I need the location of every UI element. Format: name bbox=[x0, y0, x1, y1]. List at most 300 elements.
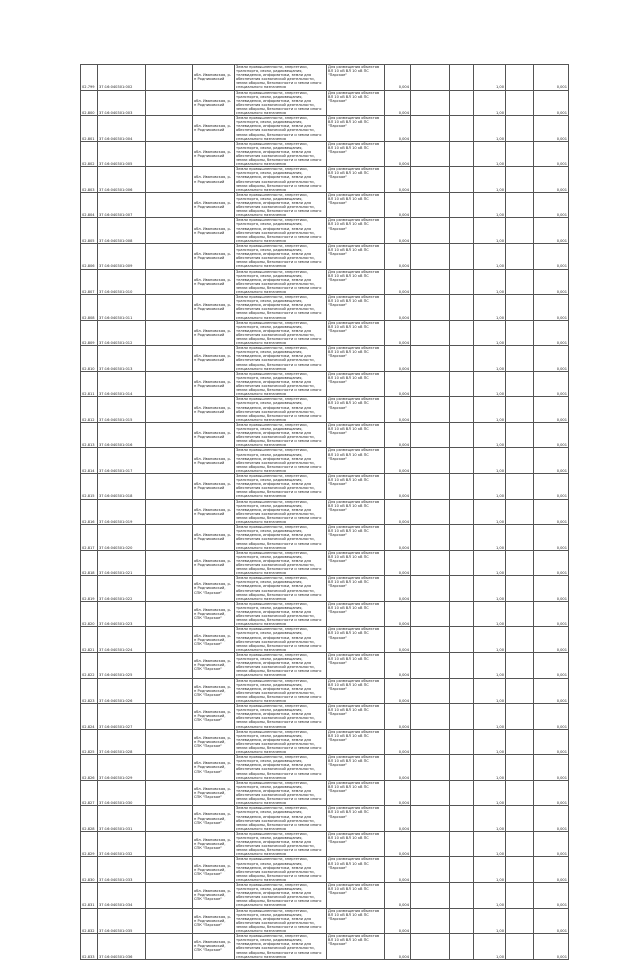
encumbrance-area-cell: 0,001 bbox=[534, 525, 569, 551]
land-category-cell: Земли промышленности, энергетики, транспорта, связи, радиовещания, телевидения, информатики, земли для обеспечения космической деятельности, земли обороны, безопасности и земли иного специального назначения bbox=[235, 448, 327, 474]
row-number: 02.826 bbox=[81, 755, 98, 781]
empty-cell bbox=[411, 934, 450, 960]
land-category-cell: Земли промышленности, энергетики, транспорта, связи, радиовещания, телевидения, информатики, земли для обеспечения космической деятельности, земли обороны, безопасности и земли иного специального назначения bbox=[235, 678, 327, 704]
encumbrance-area-cell: 0,001 bbox=[534, 320, 569, 346]
land-category-cell: Земли промышленности, энергетики, транспорта, связи, радиовещания, телевидения, информатики, земли для обеспечения космической деятельности, земли обороны, безопасности и земли иного специального назначения bbox=[235, 780, 327, 806]
area-cell: 0,004 bbox=[385, 601, 411, 627]
empty-cell bbox=[411, 167, 450, 193]
empty-cell bbox=[411, 857, 450, 883]
length-cell: 1,00 bbox=[474, 422, 506, 448]
encumbrance-area-cell: 0,001 bbox=[534, 243, 569, 269]
empty-cell bbox=[506, 627, 534, 653]
empty-cell bbox=[411, 116, 450, 142]
table-row bbox=[81, 550, 569, 576]
address-cell: обл. Ивановская, р-н Родниковский bbox=[193, 192, 235, 218]
table-row bbox=[81, 831, 569, 857]
empty-cell bbox=[450, 422, 474, 448]
empty-cell bbox=[450, 269, 474, 295]
empty-cell bbox=[146, 627, 193, 653]
address-cell: обл. Ивановская, р-н Родниковский, СПК "Парское" bbox=[193, 704, 235, 730]
address-cell: обл. Ивановская, р-н Родниковский bbox=[193, 269, 235, 295]
cadastral-number: 37:16:040301:013 bbox=[98, 346, 146, 372]
empty-cell bbox=[450, 627, 474, 653]
empty-cell bbox=[506, 525, 534, 551]
empty-cell bbox=[506, 831, 534, 857]
area-cell: 0,004 bbox=[385, 448, 411, 474]
address-cell: обл. Ивановская, р-н Родниковский bbox=[193, 116, 235, 142]
cadastral-number: 37:16:040301:012 bbox=[98, 320, 146, 346]
empty-cell bbox=[146, 755, 193, 781]
empty-cell bbox=[146, 422, 193, 448]
row-number: 02.822 bbox=[81, 652, 98, 678]
address-cell: обл. Ивановская, р-н Родниковский, СПК "Парское" bbox=[193, 883, 235, 909]
length-cell: 1,00 bbox=[474, 652, 506, 678]
empty-cell bbox=[450, 346, 474, 372]
permitted-use-cell: Для размещения объектов ВЛ 10 кВ ВЛ 10 кВ ПС "Парское" bbox=[327, 601, 385, 627]
empty-cell bbox=[411, 806, 450, 832]
empty-cell bbox=[506, 934, 534, 960]
address-cell: обл. Ивановская, р-н Родниковский bbox=[193, 474, 235, 500]
encumbrance-area-cell: 0,001 bbox=[534, 397, 569, 423]
encumbrance-area-cell: 0,001 bbox=[534, 499, 569, 525]
permitted-use-cell: Для размещения объектов ВЛ 10 кВ ВЛ 10 кВ ПС "Парское" bbox=[327, 448, 385, 474]
table-row bbox=[81, 934, 569, 960]
length-cell: 1,00 bbox=[474, 269, 506, 295]
row-number: 02.802 bbox=[81, 141, 98, 167]
empty-cell bbox=[146, 780, 193, 806]
empty-cell bbox=[506, 218, 534, 244]
address-cell: обл. Ивановская, р-н Родниковский bbox=[193, 371, 235, 397]
table-row bbox=[81, 474, 569, 500]
row-number: 02.828 bbox=[81, 806, 98, 832]
row-number: 02.829 bbox=[81, 831, 98, 857]
empty-cell bbox=[450, 806, 474, 832]
table-row bbox=[81, 755, 569, 781]
encumbrance-area-cell: 0,001 bbox=[534, 908, 569, 934]
length-cell: 1,00 bbox=[474, 525, 506, 551]
address-cell: обл. Ивановская, р-н Родниковский bbox=[193, 167, 235, 193]
empty-cell bbox=[506, 857, 534, 883]
permitted-use-cell: Для размещения объектов ВЛ 10 кВ ВЛ 10 кВ ПС "Парское" bbox=[327, 934, 385, 960]
empty-cell bbox=[450, 320, 474, 346]
permitted-use-cell: Для размещения объектов ВЛ 10 кВ ВЛ 10 кВ ПС "Парское" bbox=[327, 678, 385, 704]
length-cell: 1,00 bbox=[474, 601, 506, 627]
cadastral-number: 37:16:040301:008 bbox=[98, 218, 146, 244]
empty-cell bbox=[411, 755, 450, 781]
empty-cell bbox=[411, 422, 450, 448]
cadastral-number: 37:16:040301:009 bbox=[98, 243, 146, 269]
area-cell: 0,004 bbox=[385, 167, 411, 193]
land-category-cell: Земли промышленности, энергетики, транспорта, связи, радиовещания, телевидения, информатики, земли для обеспечения космической деятельности, земли обороны, безопасности и земли иного специального назначения bbox=[235, 346, 327, 372]
table-row bbox=[81, 525, 569, 551]
land-category-cell: Земли промышленности, энергетики, транспорта, связи, радиовещания, телевидения, информатики, земли для обеспечения космической деятельности, земли обороны, безопасности и земли иного специального назначения bbox=[235, 243, 327, 269]
cadastral-number: 37:16:040301:023 bbox=[98, 601, 146, 627]
empty-cell bbox=[506, 65, 534, 91]
row-number: 02.816 bbox=[81, 499, 98, 525]
empty-cell bbox=[506, 167, 534, 193]
address-cell: обл. Ивановская, р-н Родниковский bbox=[193, 141, 235, 167]
empty-cell bbox=[450, 576, 474, 602]
cadastral-number: 37:16:040301:031 bbox=[98, 806, 146, 832]
land-category-cell: Земли промышленности, энергетики, транспорта, связи, радиовещания, телевидения, информатики, земли для обеспечения космической деятельности, земли обороны, безопасности и земли иного специального назначения bbox=[235, 320, 327, 346]
empty-cell bbox=[450, 499, 474, 525]
row-number: 02.820 bbox=[81, 601, 98, 627]
empty-cell bbox=[146, 320, 193, 346]
empty-cell bbox=[146, 346, 193, 372]
row-number: 02.801 bbox=[81, 116, 98, 142]
row-number: 02.804 bbox=[81, 192, 98, 218]
empty-cell bbox=[506, 550, 534, 576]
empty-cell bbox=[146, 550, 193, 576]
area-cell: 0,004 bbox=[385, 550, 411, 576]
empty-cell bbox=[506, 397, 534, 423]
empty-cell bbox=[146, 65, 193, 91]
empty-cell bbox=[411, 243, 450, 269]
permitted-use-cell: Для размещения объектов ВЛ 10 кВ ВЛ 10 кВ ПС "Парское" bbox=[327, 806, 385, 832]
address-cell: обл. Ивановская, р-н Родниковский, СПК "Парское" bbox=[193, 729, 235, 755]
permitted-use-cell: Для размещения объектов ВЛ 10 кВ ВЛ 10 кВ ПС "Парское" bbox=[327, 627, 385, 653]
empty-cell bbox=[506, 141, 534, 167]
table-row bbox=[81, 116, 569, 142]
permitted-use-cell: Для размещения объектов ВЛ 10 кВ ВЛ 10 кВ ПС "Парское" bbox=[327, 857, 385, 883]
table-row bbox=[81, 729, 569, 755]
table-row bbox=[81, 269, 569, 295]
empty-cell bbox=[506, 652, 534, 678]
length-cell: 1,00 bbox=[474, 474, 506, 500]
cadastral-number: 37:16:040301:018 bbox=[98, 474, 146, 500]
address-cell: обл. Ивановская, р-н Родниковский bbox=[193, 397, 235, 423]
length-cell: 1,00 bbox=[474, 192, 506, 218]
table-row bbox=[81, 141, 569, 167]
area-cell: 0,004 bbox=[385, 65, 411, 91]
encumbrance-area-cell: 0,001 bbox=[534, 831, 569, 857]
empty-cell bbox=[450, 908, 474, 934]
empty-cell bbox=[506, 601, 534, 627]
encumbrance-area-cell: 0,001 bbox=[534, 346, 569, 372]
empty-cell bbox=[146, 934, 193, 960]
length-cell: 1,00 bbox=[474, 806, 506, 832]
area-cell: 0,004 bbox=[385, 116, 411, 142]
cadastral-number: 37:16:040301:007 bbox=[98, 192, 146, 218]
empty-cell bbox=[506, 320, 534, 346]
length-cell: 1,00 bbox=[474, 65, 506, 91]
empty-cell bbox=[146, 448, 193, 474]
address-cell: обл. Ивановская, р-н Родниковский bbox=[193, 499, 235, 525]
address-cell: обл. Ивановская, р-н Родниковский bbox=[193, 320, 235, 346]
empty-cell bbox=[506, 704, 534, 730]
encumbrance-area-cell: 0,001 bbox=[534, 601, 569, 627]
cadastral-number: 37:16:040301:029 bbox=[98, 755, 146, 781]
land-category-cell: Земли промышленности, энергетики, транспорта, связи, радиовещания, телевидения, информатики, земли для обеспечения космической деятельности, земли обороны, безопасности и земли иного специального назначения bbox=[235, 755, 327, 781]
permitted-use-cell: Для размещения объектов ВЛ 10 кВ ВЛ 10 кВ ПС "Парское" bbox=[327, 704, 385, 730]
cadastral-number: 37:16:040301:033 bbox=[98, 857, 146, 883]
empty-cell bbox=[146, 576, 193, 602]
cadastral-number: 37:16:040301:032 bbox=[98, 831, 146, 857]
empty-cell bbox=[506, 346, 534, 372]
empty-cell bbox=[146, 908, 193, 934]
encumbrance-area-cell: 0,001 bbox=[534, 371, 569, 397]
empty-cell bbox=[146, 243, 193, 269]
encumbrance-area-cell: 0,001 bbox=[534, 857, 569, 883]
permitted-use-cell: Для размещения объектов ВЛ 10 кВ ВЛ 10 кВ ПС "Парское" bbox=[327, 141, 385, 167]
empty-cell bbox=[450, 397, 474, 423]
empty-cell bbox=[411, 346, 450, 372]
empty-cell bbox=[506, 678, 534, 704]
cadastral-number: 37:16:040301:034 bbox=[98, 883, 146, 909]
empty-cell bbox=[146, 192, 193, 218]
empty-cell bbox=[411, 65, 450, 91]
empty-cell bbox=[450, 295, 474, 321]
empty-cell bbox=[411, 525, 450, 551]
area-cell: 0,004 bbox=[385, 371, 411, 397]
table-row bbox=[81, 218, 569, 244]
table-row bbox=[81, 883, 569, 909]
empty-cell bbox=[146, 883, 193, 909]
permitted-use-cell: Для размещения объектов ВЛ 10 кВ ВЛ 10 кВ ПС "Парское" bbox=[327, 729, 385, 755]
area-cell: 0,004 bbox=[385, 780, 411, 806]
row-number: 02.823 bbox=[81, 678, 98, 704]
length-cell: 1,00 bbox=[474, 550, 506, 576]
area-cell: 0,004 bbox=[385, 678, 411, 704]
area-cell: 0,004 bbox=[385, 243, 411, 269]
length-cell: 1,00 bbox=[474, 295, 506, 321]
document-page bbox=[80, 64, 568, 960]
area-cell: 0,004 bbox=[385, 320, 411, 346]
empty-cell bbox=[450, 192, 474, 218]
permitted-use-cell: Для размещения объектов ВЛ 10 кВ ВЛ 10 кВ ПС "Парское" bbox=[327, 499, 385, 525]
row-number: 02.812 bbox=[81, 397, 98, 423]
empty-cell bbox=[450, 704, 474, 730]
row-number: 02.809 bbox=[81, 320, 98, 346]
length-cell: 1,00 bbox=[474, 243, 506, 269]
empty-cell bbox=[506, 192, 534, 218]
row-number: 02.799 bbox=[81, 65, 98, 91]
address-cell: обл. Ивановская, р-н Родниковский, СПК "Парское" bbox=[193, 780, 235, 806]
address-cell: обл. Ивановская, р-н Родниковский bbox=[193, 90, 235, 116]
empty-cell bbox=[411, 550, 450, 576]
row-number: 02.805 bbox=[81, 218, 98, 244]
land-category-cell: Земли промышленности, энергетики, транспорта, связи, радиовещания, телевидения, информатики, земли для обеспечения космической деятельности, земли обороны, безопасности и земли иного специального назначения bbox=[235, 704, 327, 730]
table-row bbox=[81, 65, 569, 91]
address-cell: обл. Ивановская, р-н Родниковский, СПК "Парское" bbox=[193, 934, 235, 960]
permitted-use-cell: Для размещения объектов ВЛ 10 кВ ВЛ 10 кВ ПС "Парское" bbox=[327, 269, 385, 295]
empty-cell bbox=[450, 652, 474, 678]
empty-cell bbox=[450, 857, 474, 883]
encumbrance-area-cell: 0,001 bbox=[534, 934, 569, 960]
cadastral-number: 37:16:040301:022 bbox=[98, 576, 146, 602]
length-cell: 1,00 bbox=[474, 704, 506, 730]
empty-cell bbox=[411, 218, 450, 244]
area-cell: 0,004 bbox=[385, 857, 411, 883]
empty-cell bbox=[450, 883, 474, 909]
table-row bbox=[81, 243, 569, 269]
address-cell: обл. Ивановская, р-н Родниковский, СПК "Парское" bbox=[193, 678, 235, 704]
row-number: 02.825 bbox=[81, 729, 98, 755]
empty-cell bbox=[450, 141, 474, 167]
empty-cell bbox=[411, 295, 450, 321]
empty-cell bbox=[146, 397, 193, 423]
permitted-use-cell: Для размещения объектов ВЛ 10 кВ ВЛ 10 кВ ПС "Парское" bbox=[327, 576, 385, 602]
length-cell: 1,00 bbox=[474, 934, 506, 960]
cadastral-number: 37:16:040301:027 bbox=[98, 704, 146, 730]
area-cell: 0,004 bbox=[385, 499, 411, 525]
area-cell: 0,004 bbox=[385, 729, 411, 755]
length-cell: 1,00 bbox=[474, 167, 506, 193]
length-cell: 1,00 bbox=[474, 397, 506, 423]
empty-cell bbox=[411, 397, 450, 423]
empty-cell bbox=[411, 90, 450, 116]
area-cell: 0,004 bbox=[385, 652, 411, 678]
land-category-cell: Земли промышленности, энергетики, транспорта, связи, радиовещания, телевидения, информатики, земли для обеспечения космической деятельности, земли обороны, безопасности и земли иного специального назначения bbox=[235, 934, 327, 960]
empty-cell bbox=[146, 729, 193, 755]
empty-cell bbox=[146, 678, 193, 704]
empty-cell bbox=[146, 269, 193, 295]
encumbrance-area-cell: 0,001 bbox=[534, 627, 569, 653]
area-cell: 0,004 bbox=[385, 269, 411, 295]
length-cell: 1,00 bbox=[474, 883, 506, 909]
empty-cell bbox=[411, 320, 450, 346]
area-cell: 0,004 bbox=[385, 422, 411, 448]
length-cell: 1,00 bbox=[474, 116, 506, 142]
table-row bbox=[81, 627, 569, 653]
area-cell: 0,004 bbox=[385, 141, 411, 167]
table-row bbox=[81, 908, 569, 934]
land-plots-table bbox=[80, 64, 569, 960]
cadastral-number: 37:16:040301:010 bbox=[98, 269, 146, 295]
empty-cell bbox=[146, 295, 193, 321]
permitted-use-cell: Для размещения объектов ВЛ 10 кВ ВЛ 10 кВ ПС "Парское" bbox=[327, 422, 385, 448]
empty-cell bbox=[506, 90, 534, 116]
land-category-cell: Земли промышленности, энергетики, транспорта, связи, радиовещания, телевидения, информатики, земли для обеспечения космической деятельности, земли обороны, безопасности и земли иного специального назначения bbox=[235, 831, 327, 857]
row-number: 02.807 bbox=[81, 269, 98, 295]
encumbrance-area-cell: 0,001 bbox=[534, 704, 569, 730]
encumbrance-area-cell: 0,001 bbox=[534, 218, 569, 244]
area-cell: 0,004 bbox=[385, 755, 411, 781]
length-cell: 1,00 bbox=[474, 755, 506, 781]
empty-cell bbox=[146, 806, 193, 832]
length-cell: 1,00 bbox=[474, 218, 506, 244]
length-cell: 1,00 bbox=[474, 780, 506, 806]
row-number: 02.818 bbox=[81, 550, 98, 576]
table-row bbox=[81, 499, 569, 525]
encumbrance-area-cell: 0,001 bbox=[534, 729, 569, 755]
empty-cell bbox=[506, 576, 534, 602]
table-row bbox=[81, 397, 569, 423]
land-category-cell: Земли промышленности, энергетики, транспорта, связи, радиовещания, телевидения, информатики, земли для обеспечения космической деятельности, земли обороны, безопасности и земли иного специального назначения bbox=[235, 422, 327, 448]
land-category-cell: Земли промышленности, энергетики, транспорта, связи, радиовещания, телевидения, информатики, земли для обеспечения космической деятельности, земли обороны, безопасности и земли иного специального назначения bbox=[235, 116, 327, 142]
row-number: 02.827 bbox=[81, 780, 98, 806]
empty-cell bbox=[146, 652, 193, 678]
permitted-use-cell: Для размещения объектов ВЛ 10 кВ ВЛ 10 кВ ПС "Парское" bbox=[327, 65, 385, 91]
permitted-use-cell: Для размещения объектов ВЛ 10 кВ ВЛ 10 кВ ПС "Парское" bbox=[327, 831, 385, 857]
land-category-cell: Земли промышленности, энергетики, транспорта, связи, радиовещания, телевидения, информатики, земли для обеспечения космической деятельности, земли обороны, безопасности и земли иного специального назначения bbox=[235, 499, 327, 525]
empty-cell bbox=[411, 908, 450, 934]
land-category-cell: Земли промышленности, энергетики, транспорта, связи, радиовещания, телевидения, информатики, земли для обеспечения космической деятельности, земли обороны, безопасности и земли иного специального назначения bbox=[235, 218, 327, 244]
address-cell: обл. Ивановская, р-н Родниковский, СПК "Парское" bbox=[193, 652, 235, 678]
empty-cell bbox=[450, 167, 474, 193]
row-number: 02.815 bbox=[81, 474, 98, 500]
permitted-use-cell: Для размещения объектов ВЛ 10 кВ ВЛ 10 кВ ПС "Парское" bbox=[327, 908, 385, 934]
table-row bbox=[81, 167, 569, 193]
row-number: 02.810 bbox=[81, 346, 98, 372]
encumbrance-area-cell: 0,001 bbox=[534, 576, 569, 602]
cadastral-number: 37:16:040301:021 bbox=[98, 550, 146, 576]
permitted-use-cell: Для размещения объектов ВЛ 10 кВ ВЛ 10 кВ ПС "Парское" bbox=[327, 90, 385, 116]
empty-cell bbox=[506, 883, 534, 909]
empty-cell bbox=[146, 704, 193, 730]
cadastral-number: 37:16:040301:017 bbox=[98, 448, 146, 474]
empty-cell bbox=[146, 857, 193, 883]
empty-cell bbox=[411, 601, 450, 627]
empty-cell bbox=[411, 883, 450, 909]
land-category-cell: Земли промышленности, энергетики, транспорта, связи, радиовещания, телевидения, информатики, земли для обеспечения космической деятельности, земли обороны, безопасности и земли иного специального назначения bbox=[235, 65, 327, 91]
row-number: 02.811 bbox=[81, 371, 98, 397]
empty-cell bbox=[450, 371, 474, 397]
empty-cell bbox=[146, 90, 193, 116]
address-cell: обл. Ивановская, р-н Родниковский, СПК "Парское" bbox=[193, 908, 235, 934]
address-cell: обл. Ивановская, р-н Родниковский bbox=[193, 243, 235, 269]
row-number: 02.821 bbox=[81, 627, 98, 653]
empty-cell bbox=[411, 269, 450, 295]
empty-cell bbox=[506, 269, 534, 295]
empty-cell bbox=[506, 780, 534, 806]
land-category-cell: Земли промышленности, энергетики, транспорта, связи, радиовещания, телевидения, информатики, земли для обеспечения космической деятельности, земли обороны, безопасности и земли иного специального назначения bbox=[235, 652, 327, 678]
address-cell: обл. Ивановская, р-н Родниковский bbox=[193, 65, 235, 91]
empty-cell bbox=[450, 678, 474, 704]
table-body bbox=[81, 65, 569, 960]
land-category-cell: Земли промышленности, энергетики, транспорта, связи, радиовещания, телевидения, информатики, земли для обеспечения космической деятельности, земли обороны, безопасности и земли иного специального назначения bbox=[235, 550, 327, 576]
encumbrance-area-cell: 0,001 bbox=[534, 295, 569, 321]
length-cell: 1,00 bbox=[474, 320, 506, 346]
permitted-use-cell: Для размещения объектов ВЛ 10 кВ ВЛ 10 кВ ПС "Парское" bbox=[327, 525, 385, 551]
address-cell: обл. Ивановская, р-н Родниковский, СПК "Парское" bbox=[193, 831, 235, 857]
empty-cell bbox=[411, 627, 450, 653]
land-category-cell: Земли промышленности, энергетики, транспорта, связи, радиовещания, телевидения, информатики, земли для обеспечения космической деятельности, земли обороны, безопасности и земли иного специального назначения bbox=[235, 857, 327, 883]
cadastral-number: 37:16:040301:015 bbox=[98, 397, 146, 423]
area-cell: 0,004 bbox=[385, 831, 411, 857]
encumbrance-area-cell: 0,001 bbox=[534, 780, 569, 806]
area-cell: 0,004 bbox=[385, 346, 411, 372]
empty-cell bbox=[506, 243, 534, 269]
permitted-use-cell: Для размещения объектов ВЛ 10 кВ ВЛ 10 кВ ПС "Парское" bbox=[327, 167, 385, 193]
cadastral-number: 37:16:040301:004 bbox=[98, 116, 146, 142]
area-cell: 0,004 bbox=[385, 218, 411, 244]
table-row bbox=[81, 678, 569, 704]
empty-cell bbox=[411, 678, 450, 704]
cadastral-number: 37:16:040301:002 bbox=[98, 65, 146, 91]
permitted-use-cell: Для размещения объектов ВЛ 10 кВ ВЛ 10 кВ ПС "Парское" bbox=[327, 192, 385, 218]
length-cell: 1,00 bbox=[474, 678, 506, 704]
empty-cell bbox=[450, 550, 474, 576]
empty-cell bbox=[411, 141, 450, 167]
row-number: 02.817 bbox=[81, 525, 98, 551]
permitted-use-cell: Для размещения объектов ВЛ 10 кВ ВЛ 10 кВ ПС "Парское" bbox=[327, 320, 385, 346]
encumbrance-area-cell: 0,001 bbox=[534, 678, 569, 704]
empty-cell bbox=[506, 116, 534, 142]
table-row bbox=[81, 576, 569, 602]
area-cell: 0,004 bbox=[385, 627, 411, 653]
empty-cell bbox=[411, 780, 450, 806]
empty-cell bbox=[411, 729, 450, 755]
cadastral-number: 37:16:040301:006 bbox=[98, 167, 146, 193]
empty-cell bbox=[411, 831, 450, 857]
address-cell: обл. Ивановская, р-н Родниковский, СПК "Парское" bbox=[193, 601, 235, 627]
row-number: 02.833 bbox=[81, 934, 98, 960]
area-cell: 0,004 bbox=[385, 192, 411, 218]
empty-cell bbox=[146, 116, 193, 142]
area-cell: 0,004 bbox=[385, 474, 411, 500]
empty-cell bbox=[450, 65, 474, 91]
